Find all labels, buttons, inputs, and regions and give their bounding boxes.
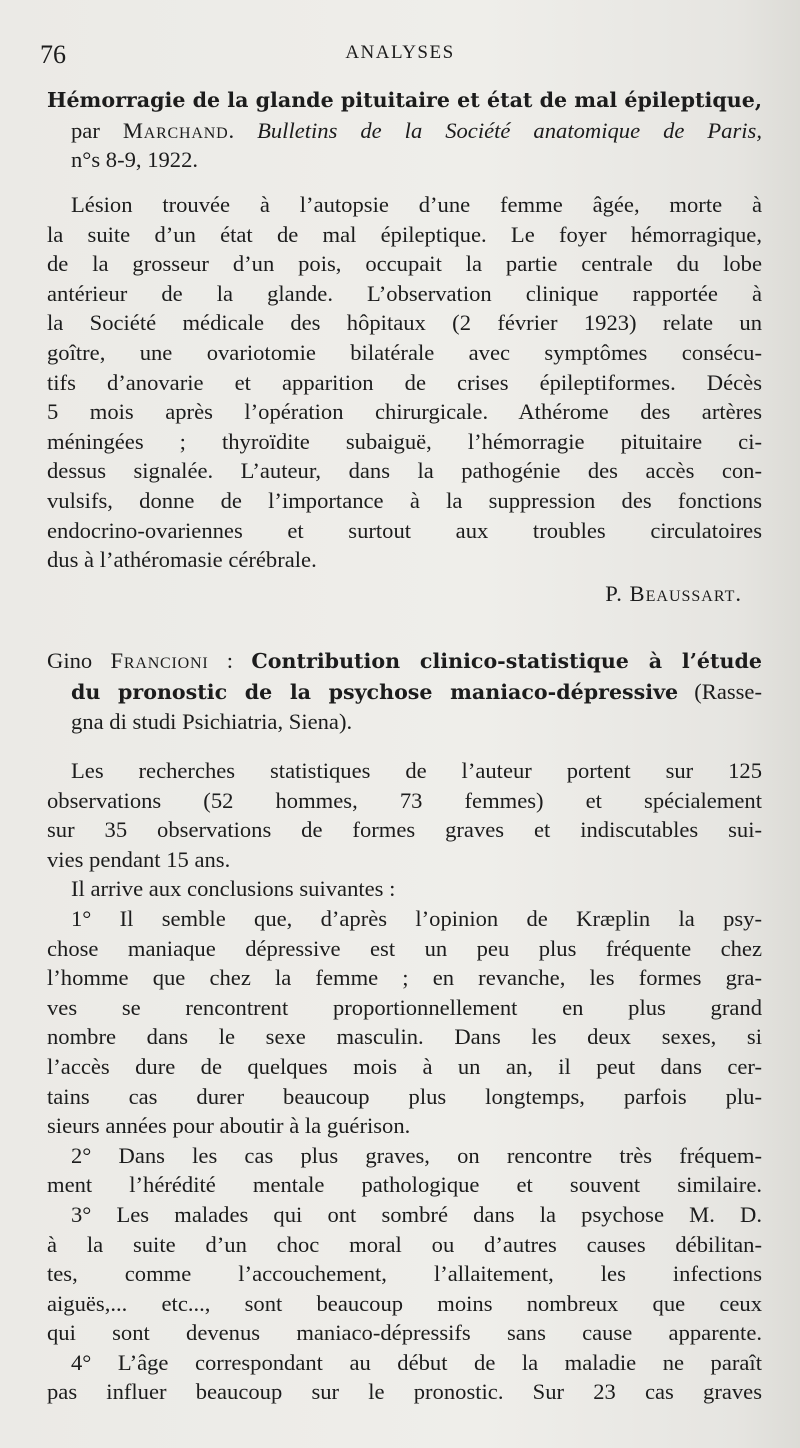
article-2-title-line-1 — [47, 646, 762, 677]
body-line: 4° L’âge correspondant au début de la maladie ne paraît — [71, 1349, 762, 1375]
running-title: ANALYSES — [345, 42, 455, 63]
body-line: 3° Les malades qui ont sombré dans la psychose M. D. — [71, 1201, 762, 1227]
body-line: Lésion trouvée à l’autopsie d’une femme âgée, morte à — [71, 192, 762, 217]
body-line: Il arrive aux conclusions suivantes : — [71, 876, 396, 902]
source-start: (Rasse- — [678, 678, 762, 704]
article-1-signature: P. Beaussart. — [605, 580, 742, 606]
body-line: ment l’hérédité mentale pathologique et souvent similaire. — [47, 1172, 762, 1198]
author-first-name: Gino — [47, 648, 111, 673]
body-line: goître, une ovariotomie bilatérale avec symptômes consécu- — [47, 339, 762, 365]
body-line: pas influer beaucoup sur le pronostic. Sur 23 cas graves — [47, 1379, 762, 1405]
article-2-author: Francioni — [110, 648, 209, 673]
body-line: sieurs années pour aboutir à la guérison. — [47, 1113, 411, 1139]
article-2-source: gna di studi Psichiatria, Siena). — [71, 709, 353, 735]
body-line: antérieur de la glande. L’observation clinique rapportée à — [47, 280, 762, 306]
body-line: aiguës,... etc..., sont beaucoup moins nombreux que ceux — [47, 1290, 762, 1316]
body-line: sur 35 observations de formes graves et indiscutables sui- — [47, 817, 762, 843]
body-line: dus à l’athéromasie cérébrale. — [47, 547, 317, 573]
article-1-author: Marchand — [122, 117, 229, 143]
body-line: observations (52 hommes, 73 femmes) et spécialement — [47, 787, 762, 813]
body-line: la Société médicale des hôpitaux (2 février 1923) relate un — [47, 310, 762, 336]
running-head — [40, 40, 760, 70]
body-line: à la suite d’un choc moral ou d’autres causes débilitan- — [47, 1231, 762, 1257]
article-1-issue: n°s 8-9, 1922. — [71, 147, 199, 173]
article-1-heading — [47, 86, 762, 175]
body-line: 2° Dans les cas plus graves, on rencontre très fréquem- — [71, 1142, 762, 1168]
source-separator: . — [228, 117, 258, 143]
article-2-title-line-2 — [47, 677, 762, 708]
article-1-journal: Bulletins de la Société anatomique de Paris, — [257, 117, 762, 143]
article-1-source — [47, 116, 762, 146]
body-line: 5 mois après l’opération chirurgicale. Athérome des artères — [47, 399, 762, 425]
body-line: de la grosseur d’un pois, occupait la partie centrale du lobe — [47, 251, 762, 277]
body-line: qui sont devenus maniaco-dépressifs sans cause apparente. — [47, 1320, 762, 1346]
body-line: 1° Il semble que, d’après l’opinion de Kræplin la psy- — [71, 905, 762, 931]
body-line: l’accès dure de quelques mois à un an, il peut dans cer- — [47, 1053, 762, 1079]
page-number: 76 — [40, 40, 66, 69]
body-line: ves se rencontrent proportionnellement en plus grand — [47, 994, 762, 1020]
article-1-title: Hémorragie de la glande pituitaire et état de mal épileptique, — [47, 88, 763, 112]
body-line: vulsifs, donne de l’importance à la suppression des fonctions — [47, 487, 762, 513]
body-line: dessus signalée. L’auteur, dans la pathogénie des accès con- — [47, 458, 762, 484]
body-line: tifs d’anovarie et apparition de crises épileptiformes. Décès — [47, 369, 762, 395]
article-2-body — [47, 756, 762, 1407]
body-line: tes, comme l’accouchement, l’allaitement, les infections — [47, 1261, 762, 1287]
body-line: vies pendant 15 ans. — [47, 846, 231, 872]
body-line: chose maniaque dépressive est un peu plus fréquente chez — [47, 935, 762, 961]
body-line: l’homme que chez la femme ; en revanche, les formes gra- — [47, 965, 762, 991]
body-line: endocrino-ovariennes et surtout aux troubles circulatoires — [47, 517, 762, 543]
body-line: tains cas durer beaucoup plus longtemps, parfois plu- — [47, 1083, 762, 1109]
body-line: méningées ; thyroïdite subaiguë, l’hémorragie pituitaire ci- — [47, 428, 762, 454]
body-line: nombre dans le sexe masculin. Dans les deux sexes, si — [47, 1024, 762, 1050]
article-1-body — [47, 190, 762, 608]
article-2-title: Contribution clinico-statistique à l’étude — [251, 649, 762, 673]
title-separator: : — [208, 648, 252, 673]
body-line: Les recherches statistiques de l’auteur portent sur 125 — [71, 758, 762, 783]
article-2-heading — [47, 646, 762, 737]
body-line: la suite d’un état de mal épileptique. Le foyer hémorragique, — [47, 221, 762, 247]
source-prefix: par — [71, 117, 123, 143]
title-continued: du pronostic de la psychose maniaco-dépressive — [71, 679, 679, 704]
